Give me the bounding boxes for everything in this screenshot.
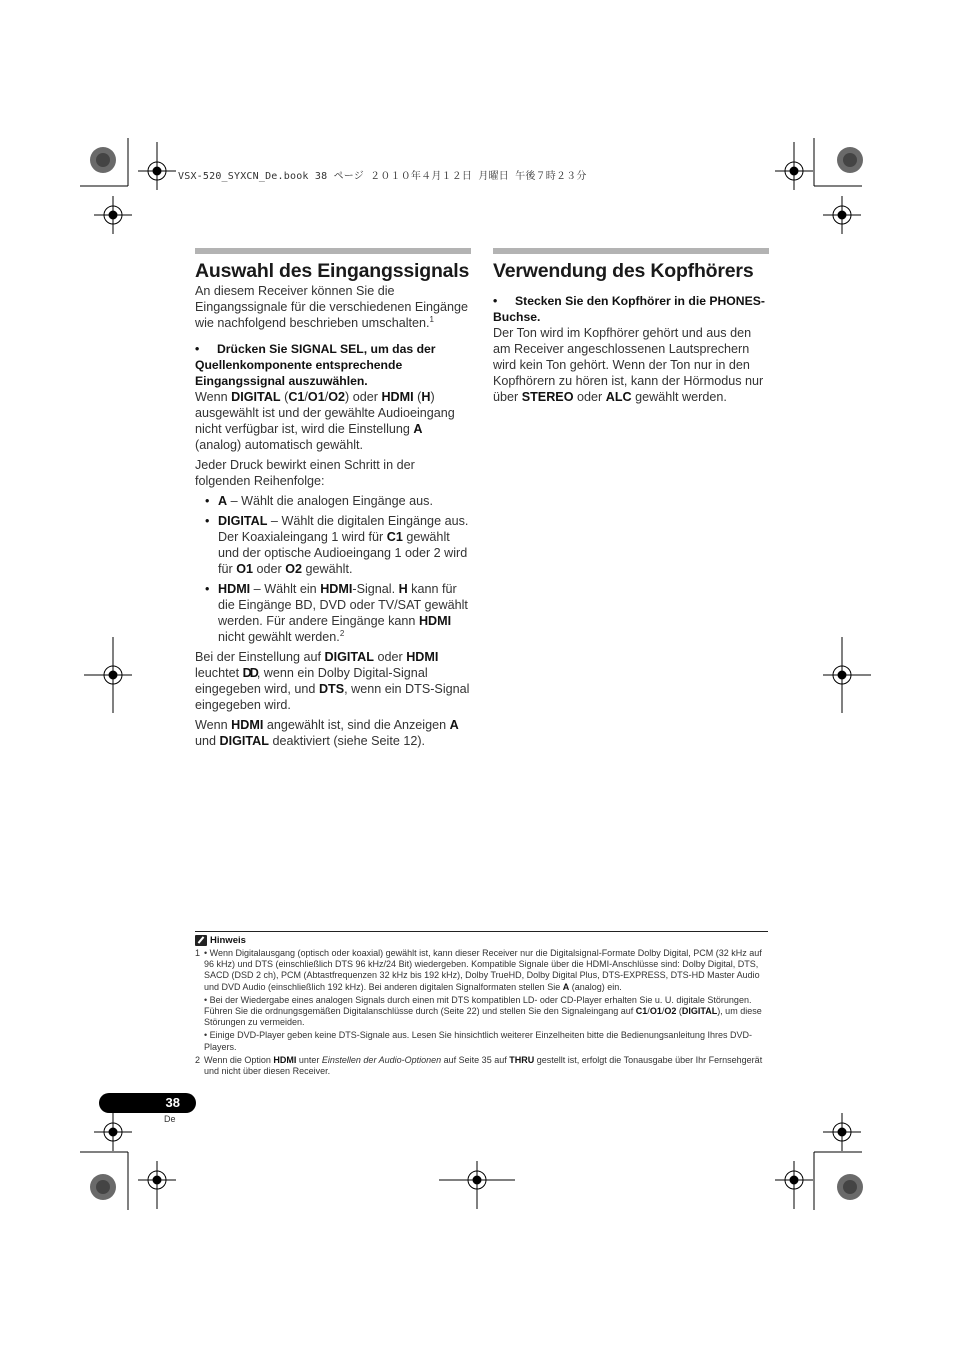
dolby-digital-icon: DD xyxy=(242,666,257,680)
footnote-2: 2 Wenn die Option HDMI unter Einstellen der Audio-Optionen auf Seite 35 auf THRU gestellt ist, erfolgt die Tonausgabe über Ihr Fernsehgerät und nicht über diesen Receiver. xyxy=(195,1054,763,1077)
paragraph-sequence: Jeder Druck bewirkt einen Schritt in der folgenden Reihenfolge: xyxy=(195,458,415,488)
pencil-note-icon xyxy=(195,935,207,946)
paragraph-indicator: Bei der Einstellung auf DIGITAL oder HDMI leuchtet DD, wenn ein Dolby Digital-Signal eingegeben wird, und DTS, wenn ein DTS-Signal eingegeben wird. xyxy=(195,650,470,712)
print-file-header: VSX-520_SYXCN_De.book 38 ページ ２０１０年４月１２日 月曜日 午後７時２３分 xyxy=(178,171,587,182)
footnote-ref-1: 1 xyxy=(429,314,434,324)
list-item: • A – Wählt die analogen Eingänge aus. xyxy=(195,493,471,509)
footnote-1c: • Einige DVD-Player geben keine DTS-Signale aus. Lesen Sie hinsichtlich weiterer Einzelheiten bitte die Bedienungsanleitung Ihres DVD-Players. xyxy=(204,1030,752,1052)
section-headphones xyxy=(493,248,769,409)
page-number: 38 xyxy=(99,1093,196,1113)
section-bar xyxy=(493,248,769,254)
paragraph-headphones: Der Ton wird im Kopfhörer gehört und aus den am Receiver angeschlossenen Lautsprechern wird kein Ton gehört. Wenn der Ton nur in den Kopfhörern zu hören ist, kann der Hörmodus nur über STEREO oder ALC gewählt werden. xyxy=(493,326,764,404)
paragraph-hdmi-display: Wenn HDMI angewählt ist, sind die Anzeigen A und DIGITAL deaktiviert (siehe Seite 12). xyxy=(195,718,459,748)
footnote-ref-2: 2 xyxy=(339,628,345,638)
paragraph-digital-hdmi: Wenn DIGITAL (C1/O1/O2) oder HDMI (H) ausgewählt ist und der gewählte Audioeingang nicht verfügbar ist, wird die Einstellung A (analog) automatisch gewählt. xyxy=(195,390,455,452)
instruction-step: • Stecken Sie den Kopfhörer in die PHONES-Buchse. xyxy=(493,294,765,324)
mode-list xyxy=(195,493,471,645)
footnote-1b: • Bei der Wiedergabe eines analogen Signals durch einen mit DTS kompatiblen LD- oder CD-Player erhalten Sie u. U. digitale Störungen. Führen Sie die ordnungsgemäßen Digitalanschlüsse durch (Seite 22) und stellen Sie den Signaleingang auf C1/O1/O2 (DIGITAL), um diese Störungen zu vermeiden. xyxy=(204,994,762,1028)
notes-heading: Hinweis xyxy=(195,935,768,946)
section-title: Verwendung des Kopfhörers xyxy=(493,260,754,282)
list-item: • HDMI – Wählt ein HDMI-Signal. H kann für die Eingänge BD, DVD oder TV/SAT gewählt werden. Für andere Eingänge kann HDMI nicht gewählt werden.$^2$ xyxy=(195,581,471,645)
language-code: De xyxy=(164,1114,176,1124)
intro-paragraph: An diesem Receiver können Sie die Eingangssignale für die verschiedenen Eingänge wie nachfolgend beschrieben umschalten.$^1$ xyxy=(195,284,469,330)
footnote-1: 1 • Wenn Digitalausgang (optisch oder koaxial) gewählt ist, kann dieser Receiver nur die Digitalsignal-Formate Dolby Digital, PCM (32 kHz auf 96 kHz) und DTS (einschließlich DTS 96 kHz/24 Bit) wiedergeben. Kompatible Signale über die HDMI-Anschlüsse sind: Dolby Digital, DTS, SACD (DSD 2 ch), PCM (Abtastfrequenzen 32 kHz bis 192 kHz), Dolby TrueHD, Dolby Digital Plus, DTS-EXPRESS, DTS-HD Master Audio und DVD Audio (einschließlich 192 kHz). Bei anderen digitalen Signalformaten stellen Sie A (analog) ein. xyxy=(195,948,762,992)
section-title: Auswahl des Eingangssignals xyxy=(195,260,470,282)
section-input-signal xyxy=(195,248,471,753)
list-item: • DIGITAL – Wählt die digitalen Eingänge aus. Der Koaxialeingang 1 wird für C1 gewählt und der optische Audioeingang 1 oder 2 wird für O1 oder O2 gewählt. xyxy=(195,513,471,577)
notes-section xyxy=(195,931,768,1077)
instruction-step: • Drücken Sie SIGNAL SEL, um das der Quellenkomponente entsprechende Eingangssignal auszuwählen. xyxy=(195,342,436,388)
section-bar xyxy=(195,248,471,254)
